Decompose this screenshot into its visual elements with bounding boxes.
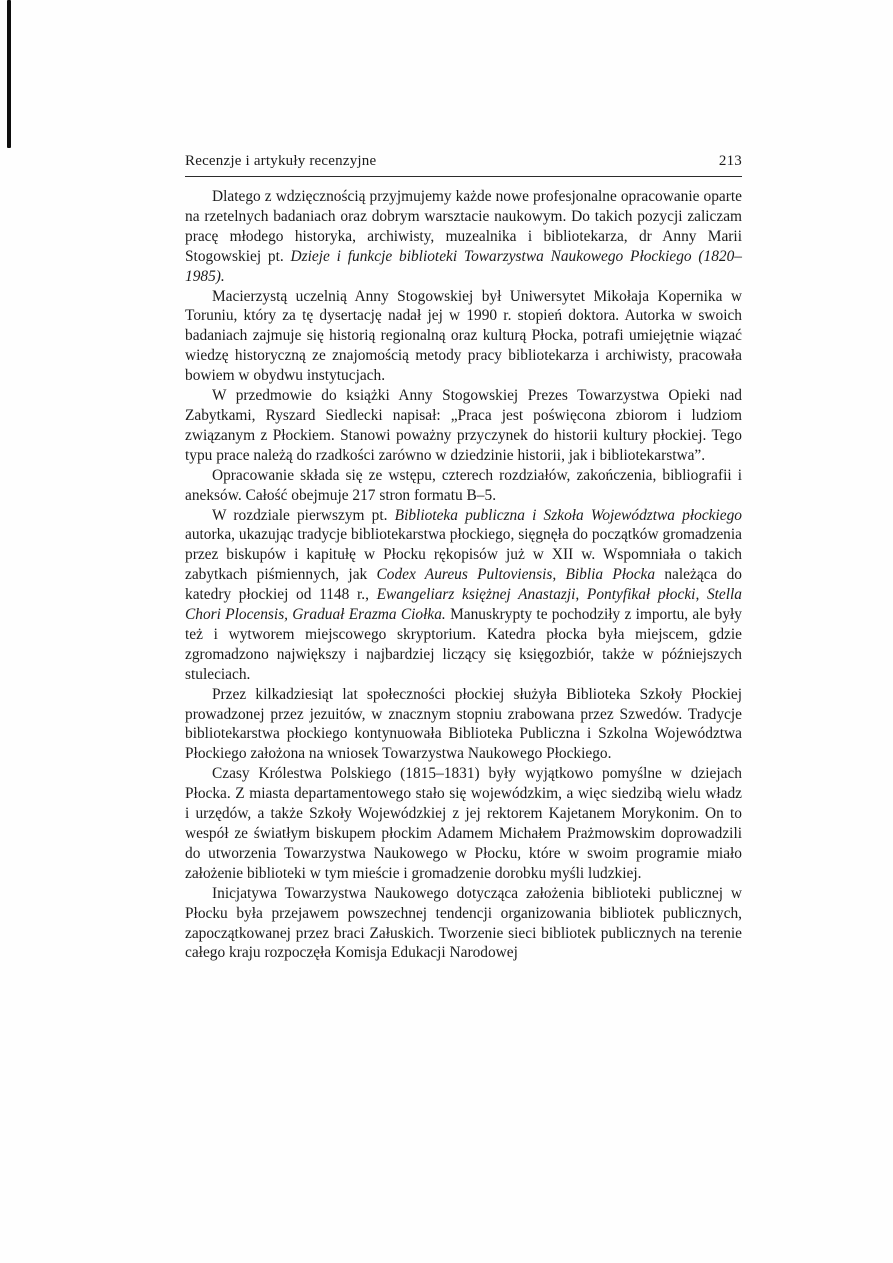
text-run: Opracowanie składa się ze wstępu, czterech rozdziałów, zakończenia, bibliografii i aneksów. Całość obejmuje 217 stron formatu B–5.	[185, 466, 742, 504]
text-run: autorka, ukazując tradycje bibliotekarstwa płockiego, sięgnęła do początków gromadzenia przez biskupów i kapitułę w Płocku rękopisów już w XII w. Wspomniała o takich zabytkach piśmiennych, jak	[185, 526, 742, 584]
text-run: należąca do katedry płockiej od 1148 r.,	[185, 566, 742, 604]
paragraph	[185, 685, 742, 765]
paragraph	[185, 287, 742, 387]
page-number: 213	[718, 153, 742, 169]
paragraph	[185, 884, 742, 964]
text-run: Biblioteka publiczna i Szkoła Województwa płockiego	[394, 506, 742, 524]
review-text	[185, 187, 742, 963]
text-run: Inicjatywa Towarzystwa Naukowego dotycząca założenia biblioteki publicznej w Płocku była przejawem powszechnej tendencji organizowania bibliotek publicznych, zapoczątkowanej przez braci Załuskich. Tworzenie sieci bibliotek publicznych na terenie całego kraju rozpoczęła Komisja Edukacji Narodowej	[185, 884, 742, 962]
page	[185, 153, 742, 963]
text-run: Dlatego z wdzięcznością przyjmujemy każde nowe profesjonalne opracowanie oparte na rzetelnych badaniach oraz dobrym warsztacie naukowym. Do takich pozycji zaliczam pracę młodego historyka, archiwisty, muzealnika i bibliotekarza, dr Anny Marii Stogowskiej pt.	[185, 188, 742, 265]
paragraph	[185, 386, 742, 466]
scan-edge-mark	[7, 0, 11, 148]
paragraph	[185, 466, 742, 506]
text-run: Manuskrypty te pochodziły z importu, ale były też i wytworem miejscowego skryptorium. Katedra płocka była miejscem, gdzie zgromadzono największy i najbardziej liczący się księgozbiór, także w późniejszych stuleciach.	[185, 606, 742, 683]
text-run: W przedmowie do książki Anny Stogowskiej Prezes Towarzystwa Opieki nad Zabytkami, Ryszard Siedlecki napisał: „Praca jest poświęcona zbiorom i ludziom związanym z Płockiem. Stanowi poważny przyczynek do historii kultury płockiej. Tego typu prace należą do rzadkości zarówno w dziedzinie historii, jak i bibliotekarstwa”.	[185, 387, 742, 464]
text-run: Czasy Królestwa Polskiego (1815–1831) były wyjątkowo pomyślne w dziejach Płocka. Z miasta departamentowego stało się wojewódzkim, a więc siedzibą wielu władz i urzędów, a także Szkoły Wojewódzkiej z jej rektorem Kajetanem Morykonim. On to wespół ze światłym biskupem płockim Adamem Michałem Prażmowskim doprowadzili do utworzenia Towarzystwa Naukowego w Płocku, które w swoim programie miało założenie biblioteki w tym mieście i gromadzenie dorobku myśli ludzkiej.	[185, 765, 742, 882]
text-run: Dzieje i funkcje biblioteki Towarzystwa Naukowego Płockiego (1820–1985).	[185, 247, 743, 285]
text-run: Ewangeliarz księżnej Anastazji, Pontyfikał płocki, Stella Chori Plocensis, Graduał Erazma Ciołka.	[185, 586, 742, 624]
paragraph	[185, 187, 742, 287]
running-header-title: Recenzje i artykuły recenzyjne	[185, 153, 377, 169]
text-run: Codex Aureus Pultoviensis, Biblia Płocka	[376, 566, 656, 584]
text-run: W rozdziale pierwszym pt.	[212, 506, 395, 524]
paragraph	[185, 764, 742, 883]
running-header	[185, 153, 742, 177]
text-run: Przez kilkadziesiąt lat społeczności płockiej służyła Biblioteka Szkoły Płockiej prowadzonej przez jezuitów, w znacznym stopniu zrabowana przez Szwedów. Tradycje bibliotekarstwa płockiego kontynuowała Biblioteka Publiczna i Szkolna Województwa Płockiego założona na wniosek Towarzystwa Naukowego Płockiego.	[185, 685, 742, 763]
text-run: Macierzystą uczelnią Anny Stogowskiej był Uniwersytet Mikołaja Kopernika w Toruniu, który za tę dysertację nadał jej w 1990 r. stopień doktora. Autorka w swoich badaniach zajmuje się historią regionalną oraz kulturą Płocka, potrafi umiejętnie wiązać wiedzę historyczną ze znajomością metody pracy bibliotekarza i archiwisty, pracowała bowiem w obydwu instytucjach.	[185, 287, 742, 385]
paragraph	[185, 506, 742, 685]
